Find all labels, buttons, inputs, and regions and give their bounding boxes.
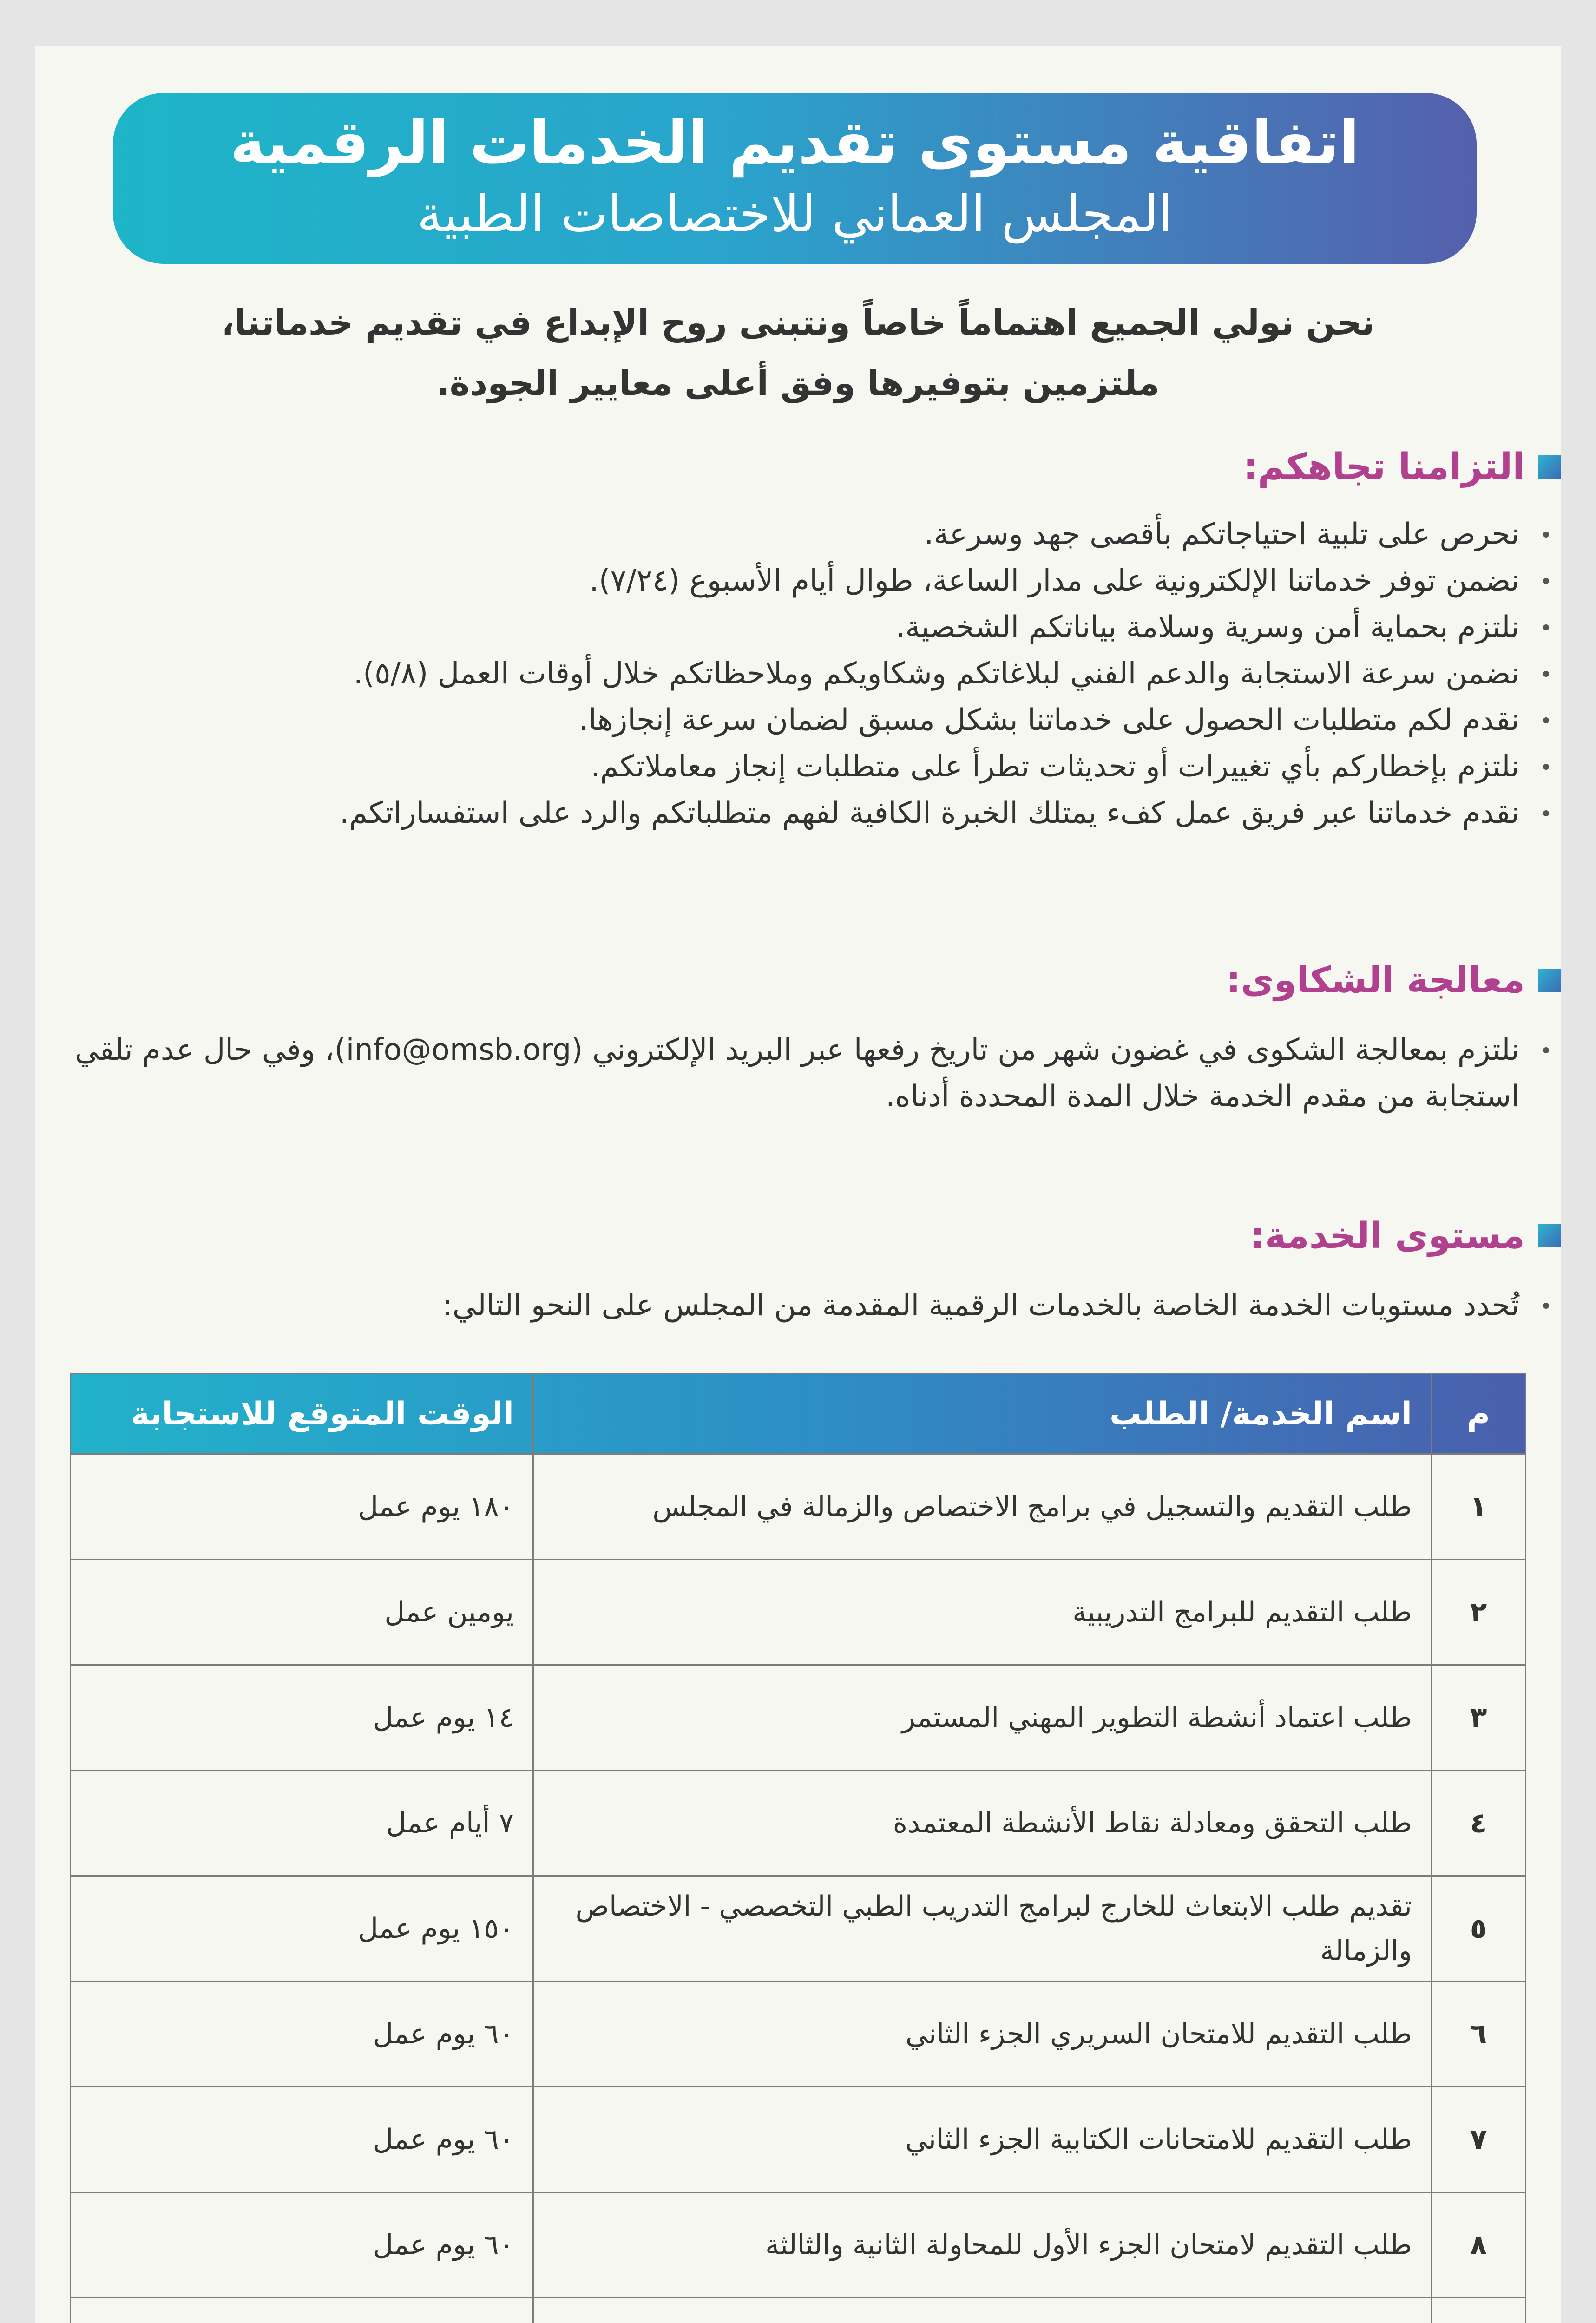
row-number: ٢ [1432,1560,1526,1665]
response-time: ١٤ يوم عمل [71,1665,533,1771]
response-time: ٦٠ يوم عمل [71,1982,533,2087]
commitments-list [77,511,1561,836]
complaints-heading [1226,959,1561,1001]
table-row [71,1876,1526,1982]
column-header-service: اسم الخدمة/ الطلب [533,1374,1432,1454]
service-name: طلب التقديم للامتحانات الكتابية الجزء الثاني [533,2087,1432,2192]
response-time: ١٥٠ يوم عمل [71,1876,533,1982]
column-header-num: م [1432,1374,1526,1454]
table-row [71,1665,1526,1771]
commitments-title: التزامنا تجاهكم: [1243,446,1525,488]
intro-line-1: نحن نولي الجميع اهتماماً خاصاً ونتبنى روح الإبداع في تقديم خدماتنا، [221,303,1375,343]
service-name [533,2298,1432,2323]
column-header-time: الوقت المتوقع للاستجابة [71,1374,533,1454]
section-square-icon [1538,455,1561,479]
intro-statement [113,293,1483,413]
list-item: نحرص على تلبية احتياجاتكم بأقصى جهد وسرعة. [77,511,1561,558]
row-number: ١ [1432,1454,1526,1560]
list-item: نلتزم بحماية أمن وسرية وسلامة بياناتكم الشخصية. [77,604,1561,650]
row-number: ٦ [1432,1982,1526,2087]
intro-line-2: ملتزمين بتوفيرها وفق أعلى معايير الجودة. [436,363,1160,403]
response-time: ٦٠ يوم عمل [71,2087,533,2192]
service-name: طلب التقديم للامتحان السريري الجزء الثاني [533,1982,1432,2087]
complaints-title: معالجة الشكاوى: [1226,959,1525,1001]
row-number: ٣ [1432,1665,1526,1771]
table-row [71,1771,1526,1876]
response-time: يومين عمل [71,1560,533,1665]
document-page [35,46,1561,2323]
table-row [71,1982,1526,2087]
response-time [71,2298,533,2323]
table-row [71,2298,1526,2323]
row-number [1432,2298,1526,2323]
list-item: نقدم خدماتنا عبر فريق عمل كفء يمتلك الخبرة الكافية لفهم متطلباتكم والرد على استفساراتكم. [77,790,1561,836]
title-banner [113,93,1477,264]
organization-name: المجلس العماني للاختصاصات الطبية [417,185,1173,243]
document-title: اتفاقية مستوى تقديم الخدمات الرقمية [230,108,1360,177]
service-table [70,1373,1526,2323]
list-item: تُحدد مستويات الخدمة الخاصة بالخدمات الرقمية المقدمة من المجلس على النحو التالي: [77,1282,1561,1329]
response-time: ٦٠ يوم عمل [71,2192,533,2298]
table-header-row [71,1374,1526,1454]
service-name: طلب التقديم والتسجيل في برامج الاختصاص والزمالة في المجلس [533,1454,1432,1560]
list-item: نقدم لكم متطلبات الحصول على خدماتنا بشكل مسبق لضمان سرعة إنجازها. [77,697,1561,743]
service-name: طلب اعتماد أنشطة التطوير المهني المستمر [533,1665,1432,1771]
service-level-title: مستوى الخدمة: [1250,1215,1525,1257]
service-name: طلب التقديم للبرامج التدريبية [533,1560,1432,1665]
table-row [71,1560,1526,1665]
row-number: ٧ [1432,2087,1526,2192]
list-item: نلتزم بإخطاركم بأي تغييرات أو تحديثات تطرأ على متطلبات إنجاز معاملاتكم. [77,743,1561,790]
table-row [71,1454,1526,1560]
list-item: نلتزم بمعالجة الشكوى في غضون شهر من تاريخ رفعها عبر البريد الإلكتروني (info@omsb.org)، وفي حال عدم تلقي استجابة من مقدم الخدمة خلال المدة المحددة أدناه. [63,1027,1561,1120]
table-row [71,2192,1526,2298]
response-time: ١٨٠ يوم عمل [71,1454,533,1560]
commitments-heading [1243,446,1561,488]
row-number: ٤ [1432,1771,1526,1876]
service-level-heading [1250,1215,1561,1257]
section-square-icon [1538,1224,1561,1247]
row-number: ٨ [1432,2192,1526,2298]
service-name: طلب التقديم لامتحان الجزء الأول للمحاولة الثانية والثالثة [533,2192,1432,2298]
complaints-list [63,1027,1561,1120]
table-row [71,2087,1526,2192]
list-item: نضمن سرعة الاستجابة والدعم الفني لبلاغاتكم وشكاويكم وملاحظاتكم خلال أوقات العمل (٥/٨). [77,650,1561,697]
service-name: طلب التحقق ومعادلة نقاط الأنشطة المعتمدة [533,1771,1432,1876]
row-number: ٥ [1432,1876,1526,1982]
section-square-icon [1538,969,1561,992]
list-item: نضمن توفر خدماتنا الإلكترونية على مدار الساعة، طوال أيام الأسبوع (٧/٢٤). [77,558,1561,604]
response-time: ٧ أيام عمل [71,1771,533,1876]
service-level-list [77,1282,1561,1329]
service-name: تقديم طلب الابتعاث للخارج لبرامج التدريب الطبي التخصصي - الاختصاص والزمالة [533,1876,1432,1982]
